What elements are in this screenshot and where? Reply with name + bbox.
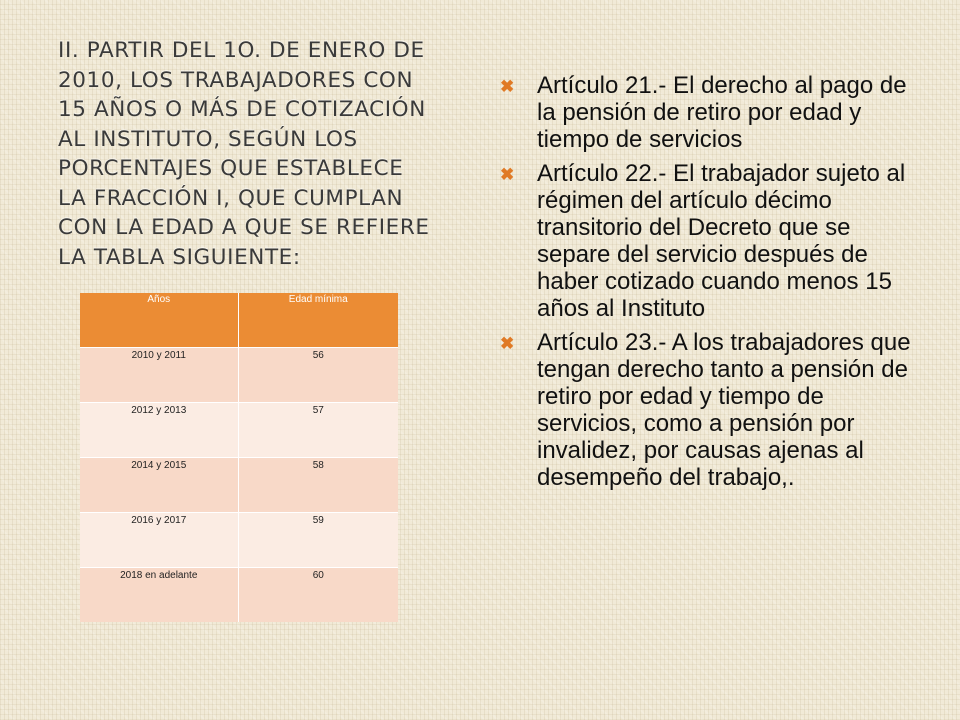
article-text: Artículo 22.- El trabajador sujeto al régimen del artículo décimo transitorio del Decreto que se separe del servicio después de haber cotizado cuando menos 15 años al Instituto (537, 160, 906, 322)
cell-years: 2010 y 2011 (80, 348, 238, 403)
header-years: Años (80, 293, 238, 348)
table-row (80, 458, 398, 513)
cell-min-age: 56 (238, 348, 398, 403)
cell-min-age: 57 (238, 403, 398, 458)
slide-title: II. PARTIR DEL 1O. DE ENERO DE 2010, LOS TRABAJADORES CON 15 AÑOS O MÁS DE COTIZACIÓN AL INSTITUTO, SEGÚN LOS PORCENTAJES QUE ESTABLECE LA FRACCIÓN I, QUE CUMPLAN CON LA EDAD A QUE SE REFIERE LA TABLA SIGUIENTE: (58, 38, 430, 270)
cell-min-age: 60 (238, 568, 398, 623)
articles-list (500, 72, 920, 498)
x-bullet-icon: ✖ (500, 77, 515, 96)
x-bullet-icon: ✖ (500, 165, 515, 184)
age-table (80, 293, 398, 622)
header-min-age: Edad mínima (238, 293, 398, 348)
cell-years: 2014 y 2015 (80, 458, 238, 513)
article-text: Artículo 23.- A los trabajadores que tengan derecho tanto a pensión de retiro por edad y tiempo de servicios, como a pensión por invalidez, por causas ajenas al desempeño del trabajo,. (537, 329, 911, 491)
x-bullet-icon: ✖ (500, 334, 515, 353)
article-item-22 (500, 160, 920, 322)
article-item-21 (500, 72, 920, 153)
table-row (80, 513, 398, 568)
cell-years: 2012 y 2013 (80, 403, 238, 458)
table-header-row (80, 293, 398, 348)
table-row (80, 348, 398, 403)
cell-min-age: 59 (238, 513, 398, 568)
cell-years: 2016 y 2017 (80, 513, 238, 568)
table-row (80, 568, 398, 623)
cell-years: 2018 en adelante (80, 568, 238, 623)
table-row (80, 403, 398, 458)
article-item-23 (500, 329, 920, 491)
cell-min-age: 58 (238, 458, 398, 513)
article-text: Artículo 21.- El derecho al pago de la pensión de retiro por edad y tiempo de servicios (537, 72, 907, 153)
